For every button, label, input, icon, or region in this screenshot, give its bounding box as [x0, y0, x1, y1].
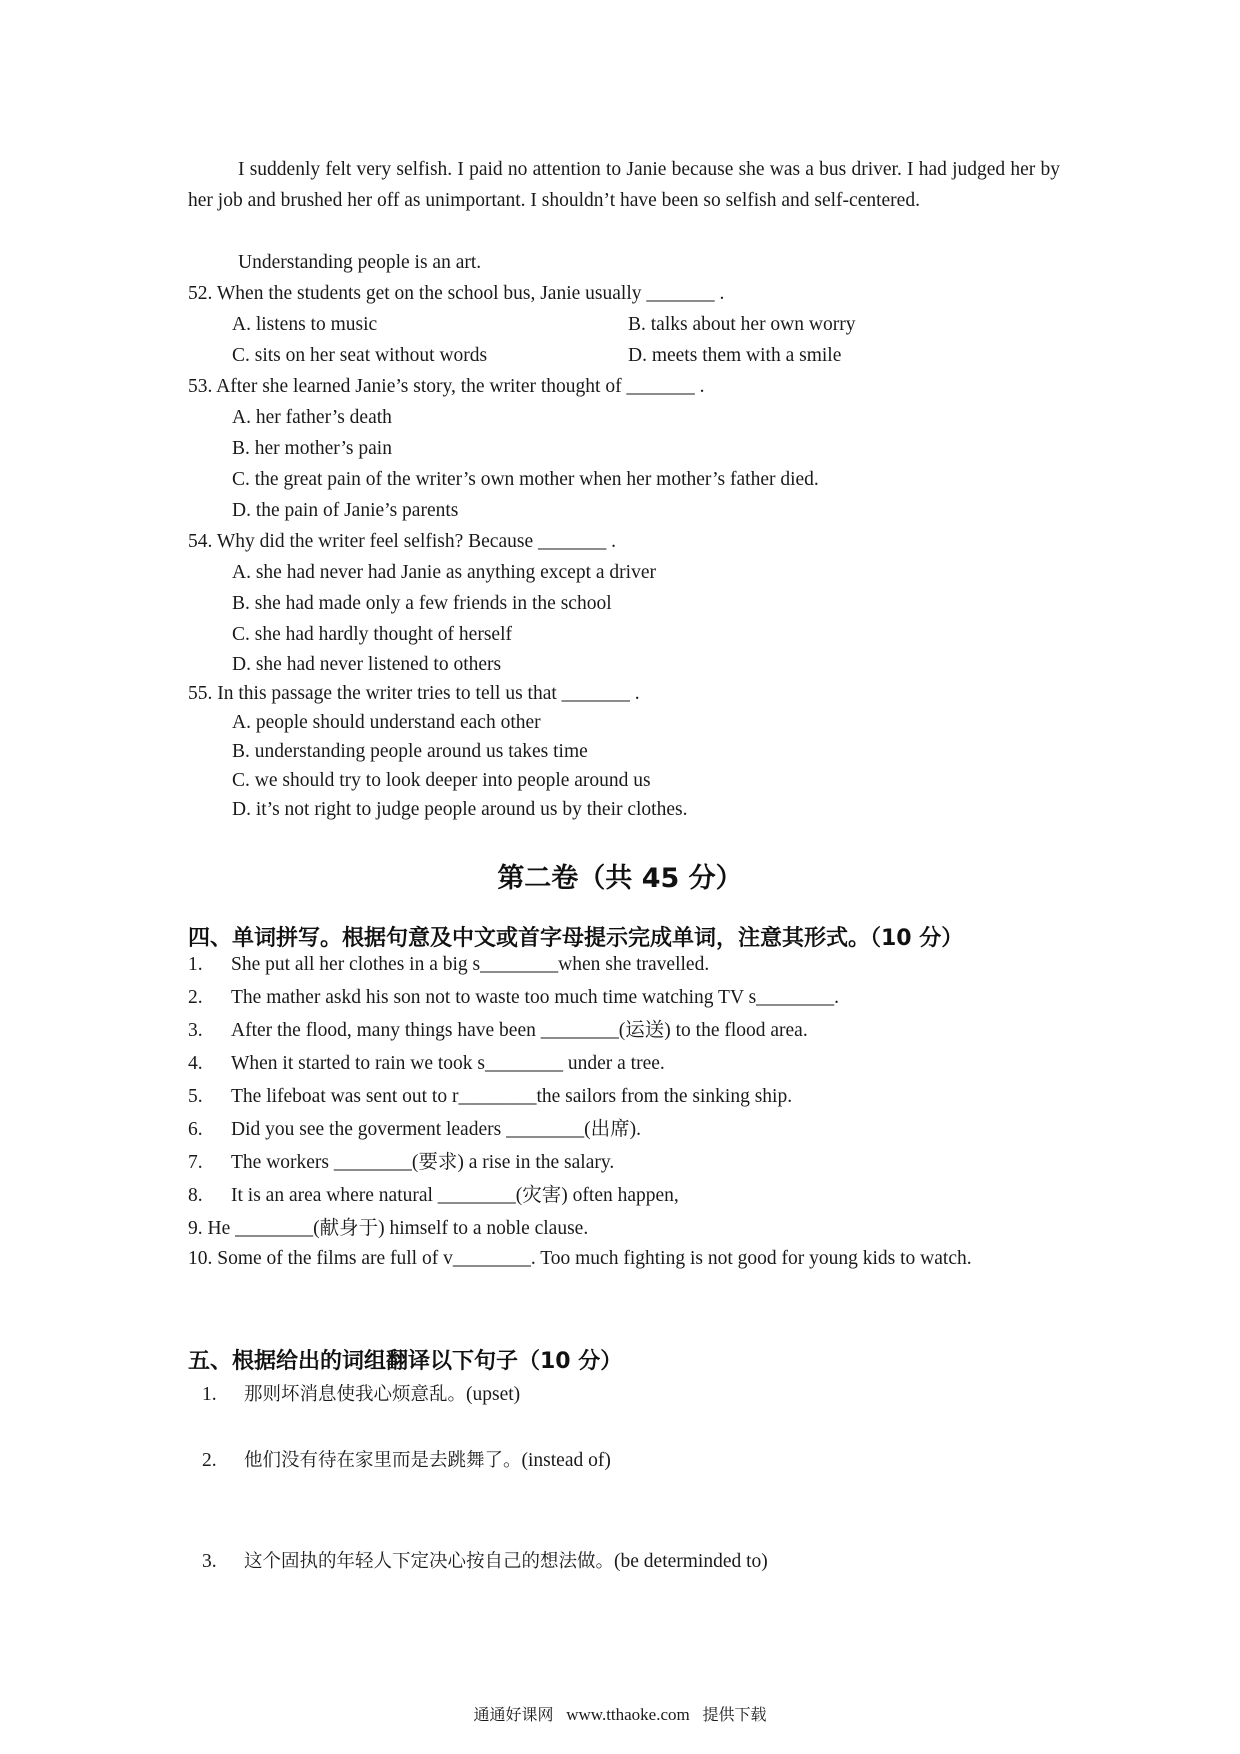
page-footer: [0, 1702, 1240, 1725]
translation-item-chinese: 这个固执的年轻人下定决心按自己的想法做。: [244, 1551, 615, 1572]
translation-item-number: 3.: [202, 1551, 217, 1572]
translation-item-chinese: 他们没有待在家里而是去跳舞了。: [244, 1450, 522, 1471]
spelling-item-number: 3.: [188, 1020, 203, 1041]
spelling-item-text: She put all her clothes in a big s________when she travelled.: [231, 954, 710, 975]
question-53-option-b: B. her mother’s pain: [232, 438, 392, 459]
spelling-item-1: [188, 955, 709, 975]
question-54-stem: 54. Why did the writer feel selfish? Because _______ .: [188, 531, 616, 552]
footer-url: www.tthaoke.com: [566, 1705, 690, 1724]
spelling-item-text: The mather askd his son not to waste too much time watching TV s________.: [231, 987, 840, 1008]
spelling-item-number: 2.: [188, 987, 203, 1008]
question-55-option-b: B. understanding people around us takes time: [232, 741, 588, 762]
question-55-option-a: A. people should understand each other: [232, 712, 541, 733]
translation-item-hint: (upset): [466, 1384, 521, 1405]
question-53-option-d: D. the pain of Janie’s parents: [232, 500, 459, 521]
question-55-option-d: D. it’s not right to judge people around us by their clothes.: [232, 799, 688, 820]
part-two-title: 第二卷（共 45 分）: [497, 863, 743, 894]
question-55-option-c: C. we should try to look deeper into people around us: [232, 770, 651, 791]
spelling-item-3: [188, 1021, 808, 1041]
spelling-item-10: 10. Some of the films are full of v________. Too much fighting is not good for young kids to watch.: [188, 1248, 972, 1269]
spelling-item-9: 9. He ________(献身于) himself to a noble clause.: [188, 1218, 589, 1239]
question-54-option-a: A. she had never had Janie as anything except a driver: [232, 562, 656, 583]
question-52-stem: 52. When the students get on the school bus, Janie usually _______ .: [188, 283, 725, 304]
question-53-stem: 53. After she learned Janie’s story, the writer thought of _______ .: [188, 376, 705, 397]
spelling-item-8: [188, 1186, 679, 1206]
spelling-item-text: The workers ________(要求) a rise in the salary.: [231, 1152, 615, 1173]
passage-conclusion: Understanding people is an art.: [238, 252, 482, 273]
translation-item-3: [202, 1547, 768, 1573]
translation-item-2: [202, 1446, 611, 1472]
question-55-stem: 55. In this passage the writer tries to tell us that _______ .: [188, 683, 640, 704]
spelling-item-number: 1.: [188, 954, 203, 975]
spelling-item-text: Did you see the goverment leaders ________(出席).: [231, 1119, 641, 1140]
question-52-option-c: C. sits on her seat without words: [232, 345, 488, 366]
question-52-option-b: B. talks about her own worry: [628, 314, 856, 335]
question-54-option-c: C. she had hardly thought of herself: [232, 624, 512, 645]
spelling-item-number: 6.: [188, 1119, 203, 1140]
translation-item-1: [202, 1380, 520, 1406]
spelling-item-number: 4.: [188, 1053, 203, 1074]
translation-item-chinese: 那则坏消息使我心烦意乱。: [244, 1384, 467, 1405]
spelling-item-4: [188, 1054, 665, 1074]
spelling-item-number: 7.: [188, 1152, 203, 1173]
spelling-item-6: [188, 1120, 641, 1140]
question-53-option-a: A. her father’s death: [232, 407, 392, 428]
spelling-item-number: 8.: [188, 1185, 203, 1206]
question-52-option-a: A. listens to music: [232, 314, 378, 335]
question-52-option-d: D. meets them with a smile: [628, 345, 842, 366]
section-four-heading: 四、单词拼写。根据句意及中文或首字母提示完成单词，注意其形式。（10 分）: [188, 926, 964, 951]
footer-site-name: 通通好课网: [473, 1705, 554, 1724]
question-54-option-b: B. she had made only a few friends in the school: [232, 593, 612, 614]
spelling-item-2: [188, 988, 839, 1008]
spelling-item-text: The lifeboat was sent out to r________the sailors from the sinking ship.: [231, 1086, 793, 1107]
spelling-item-text: After the flood, many things have been ________(运送) to the flood area.: [231, 1020, 808, 1041]
translation-item-hint: (instead of): [521, 1450, 611, 1471]
passage-paragraph: I suddenly felt very selfish. I paid no attention to Janie because she was a bus driver. I had judged her by her job and brushed her off as unimportant. I shouldn’t have been so selfish and self-centered.: [188, 159, 1060, 211]
spelling-item-text: It is an area where natural ________(灾害) often happen,: [231, 1185, 679, 1206]
spelling-item-text: When it started to rain we took s________ under a tree.: [231, 1053, 665, 1074]
footer-download-note: 提供下载: [702, 1705, 767, 1724]
translation-item-number: 2.: [202, 1450, 217, 1471]
translation-item-number: 1.: [202, 1384, 217, 1405]
translation-item-hint: (be determinded to): [614, 1551, 768, 1572]
spelling-item-7: [188, 1153, 614, 1173]
question-53-option-c: C. the great pain of the writer’s own mother when her mother’s father died.: [232, 469, 819, 490]
spelling-item-number: 5.: [188, 1086, 203, 1107]
spelling-item-5: [188, 1087, 792, 1107]
section-five-heading: 五、根据给出的词组翻译以下句子（10 分）: [188, 1349, 623, 1374]
question-54-option-d: D. she had never listened to others: [232, 654, 502, 675]
